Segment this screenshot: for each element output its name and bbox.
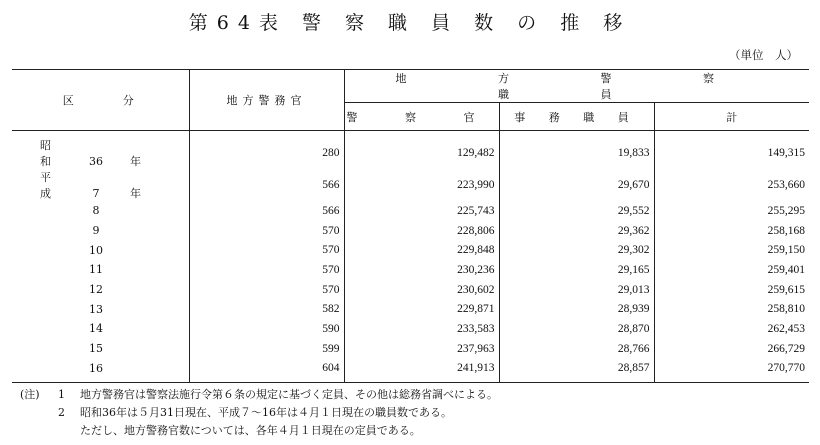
cell-jimu: 29,552 xyxy=(499,201,654,221)
unit-label: （単位 人） xyxy=(729,48,798,62)
cell-chiho-keimukan: 599 xyxy=(189,339,344,359)
row-label: 12 xyxy=(89,283,103,297)
cell-kei: 259,401 xyxy=(654,260,809,280)
cell-chiho-keimukan: 570 xyxy=(189,240,344,260)
notes xyxy=(20,386,498,440)
header-kei: 計 xyxy=(654,103,809,131)
cell-keisatsukan: 241,913 xyxy=(344,359,499,383)
cell-kei: 259,150 xyxy=(654,240,809,260)
cell-jimu: 29,165 xyxy=(499,260,654,280)
cell-keisatsukan: 230,236 xyxy=(344,260,499,280)
note-index: 2 xyxy=(58,406,65,419)
row-label: 16 xyxy=(89,361,103,375)
header-chiho-keimukan: 地方警務官 xyxy=(189,70,344,131)
cell-keisatsukan: 225,743 xyxy=(344,201,499,221)
notes-label: (注) xyxy=(20,388,40,401)
table-row xyxy=(12,201,809,221)
cell-kei: 262,453 xyxy=(654,319,809,339)
table-row xyxy=(12,280,809,300)
table-row xyxy=(12,339,809,359)
cell-chiho-keimukan: 570 xyxy=(189,221,344,241)
table-row xyxy=(12,319,809,339)
cell-kei: 253,660 xyxy=(654,169,809,201)
cell-jimu: 19,833 xyxy=(499,131,654,170)
table-title: 第64表 警 察 職 員 数 の 推 移 xyxy=(188,12,632,34)
cell-chiho-keimukan: 566 xyxy=(189,201,344,221)
row-label: 10 xyxy=(89,243,103,257)
table-row xyxy=(12,359,809,383)
cell-chiho-keimukan: 582 xyxy=(189,299,344,319)
table-row xyxy=(12,299,809,319)
cell-jimu: 29,302 xyxy=(499,240,654,260)
cell-chiho-keimukan: 280 xyxy=(189,131,344,170)
note-line xyxy=(20,404,498,422)
note-text: 地方警務官は警察法施行令第６条の規定に基づく定員、その他は総務省調べによる。 xyxy=(80,388,498,401)
cell-keisatsukan: 237,963 xyxy=(344,339,499,359)
cell-jimu: 29,013 xyxy=(499,280,654,300)
row-label: 9 xyxy=(92,224,100,238)
row-label: 平成 7 年 xyxy=(40,171,141,200)
note-index: 1 xyxy=(58,388,65,401)
header-keisatsukan: 警 察 官 xyxy=(344,103,499,131)
cell-keisatsukan: 230,602 xyxy=(344,280,499,300)
note-text: ただし、地方警務官数については、各年４月１日現在の定員である。 xyxy=(80,424,421,437)
cell-keisatsukan: 229,871 xyxy=(344,299,499,319)
cell-jimu: 28,870 xyxy=(499,319,654,339)
row-label: 昭和 36 年 xyxy=(40,139,141,168)
header-kubun: 区 分 xyxy=(12,70,189,131)
table-row xyxy=(12,221,809,241)
row-label: 14 xyxy=(89,322,103,336)
cell-keisatsukan: 233,583 xyxy=(344,319,499,339)
header-jimu-shokuin: 事 務 職 員 xyxy=(499,103,654,131)
cell-chiho-keimukan: 604 xyxy=(189,359,344,383)
table-row xyxy=(12,260,809,280)
cell-kei: 149,315 xyxy=(654,131,809,170)
note-line xyxy=(20,422,498,440)
header-chiho-keisatsu-shokuin: 地 方 警 察 職 員 xyxy=(344,70,809,103)
row-label: 8 xyxy=(92,204,100,218)
table-body xyxy=(12,131,809,383)
note-line xyxy=(20,386,498,404)
cell-jimu: 29,670 xyxy=(499,169,654,201)
cell-chiho-keimukan: 570 xyxy=(189,260,344,280)
cell-chiho-keimukan: 570 xyxy=(189,280,344,300)
cell-jimu: 28,766 xyxy=(499,339,654,359)
note-index xyxy=(58,422,80,440)
cell-jimu: 28,939 xyxy=(499,299,654,319)
table-row xyxy=(12,131,809,170)
cell-kei: 270,770 xyxy=(654,359,809,383)
data-table xyxy=(12,69,809,383)
cell-kei: 259,615 xyxy=(654,280,809,300)
cell-kei: 255,295 xyxy=(654,201,809,221)
row-label: 11 xyxy=(89,263,103,277)
table-row xyxy=(12,169,809,201)
cell-keisatsukan: 229,848 xyxy=(344,240,499,260)
cell-jimu: 29,362 xyxy=(499,221,654,241)
cell-keisatsukan: 223,990 xyxy=(344,169,499,201)
cell-kei: 266,729 xyxy=(654,339,809,359)
cell-chiho-keimukan: 566 xyxy=(189,169,344,201)
table-row xyxy=(12,240,809,260)
row-label: 13 xyxy=(89,302,103,316)
cell-kei: 258,810 xyxy=(654,299,809,319)
cell-jimu: 28,857 xyxy=(499,359,654,383)
note-text: 昭和36年は５月31日現在、平成７～16年は４月１日現在の職員数である。 xyxy=(80,406,452,419)
cell-keisatsukan: 228,806 xyxy=(344,221,499,241)
cell-kei: 258,168 xyxy=(654,221,809,241)
row-label: 15 xyxy=(89,342,103,356)
cell-keisatsukan: 129,482 xyxy=(344,131,499,170)
cell-chiho-keimukan: 590 xyxy=(189,319,344,339)
